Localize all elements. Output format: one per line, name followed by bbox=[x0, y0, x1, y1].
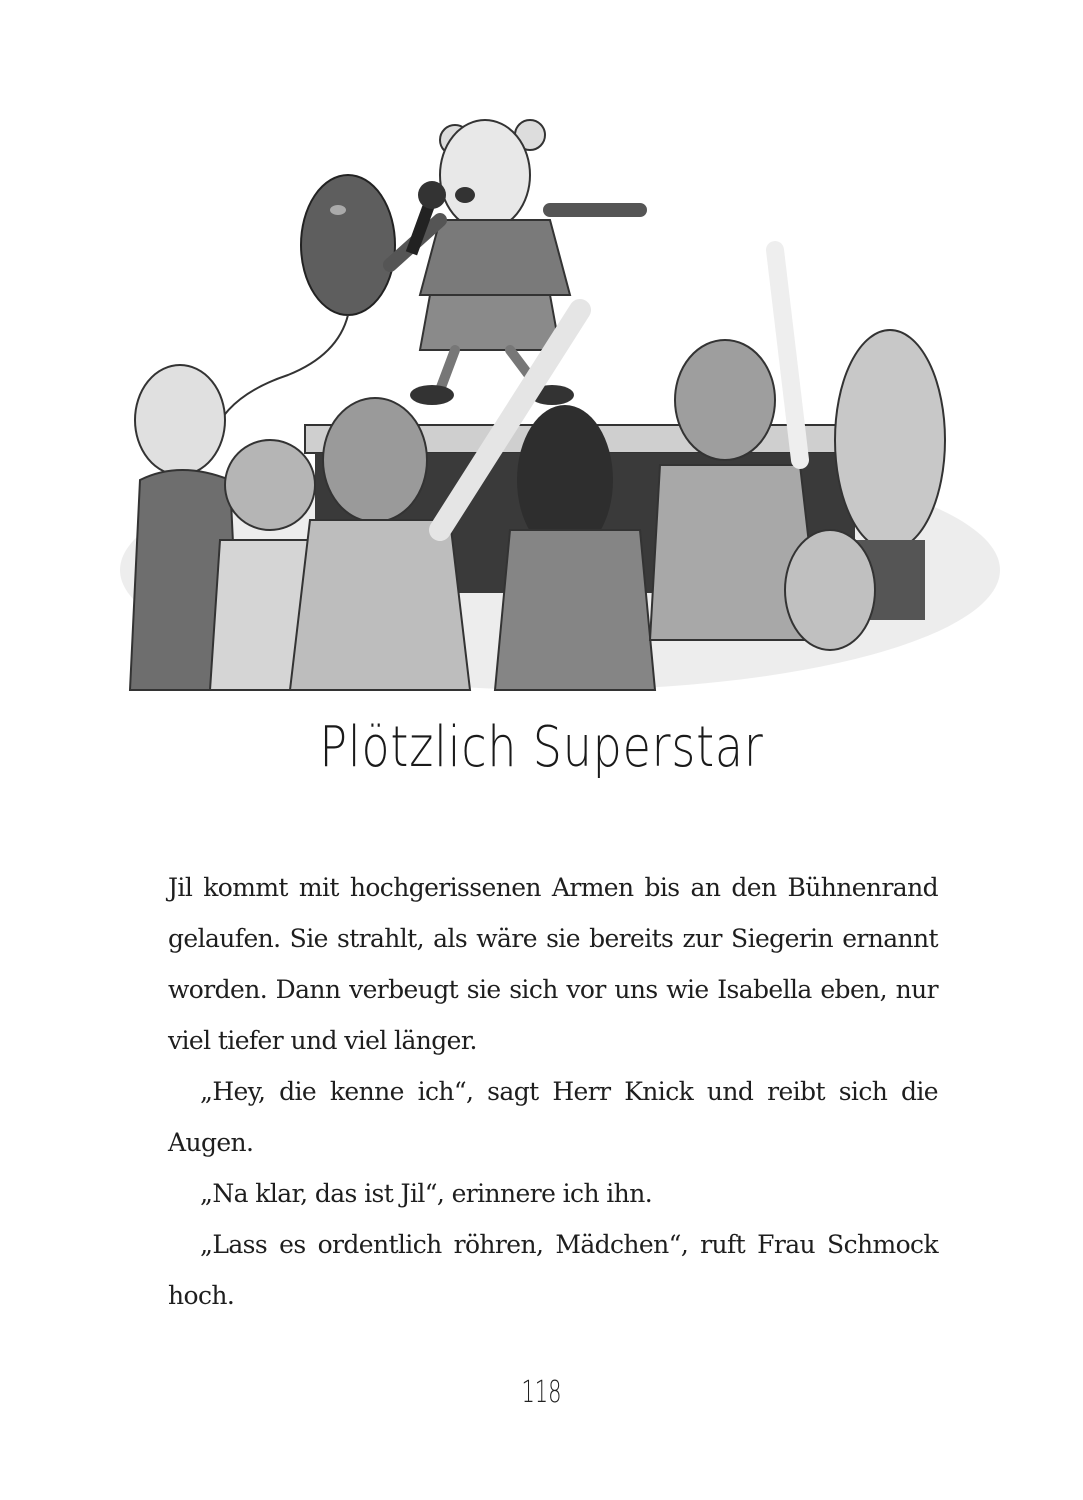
paragraph: „Hey, die kenne ich“, sagt Herr Knick und reibt sich die Augen. bbox=[168, 1077, 938, 1157]
paragraph: „Lass es ordentlich röhren, Mädchen“, ruft Frau Schmock hoch. bbox=[168, 1230, 938, 1310]
balloon-icon bbox=[213, 175, 395, 435]
paragraph: „Na klar, das ist Jil“, erinnere ich ihn. bbox=[200, 1179, 653, 1208]
page-number: 118 bbox=[521, 1375, 562, 1410]
chapter-title: Plötzlich Superstar bbox=[319, 715, 764, 780]
chapter-body bbox=[168, 862, 938, 1321]
paragraph: Jil kommt mit hochgerissenen Armen bis an den Bühnenrand gelaufen. Sie strahlt, als wäre sie bereits zur Siegerin ernannt worden. Dann verbeugt sie sich vor uns wie Isabella eben, nur viel tiefer und viel länger. bbox=[168, 873, 938, 1055]
chapter-illustration bbox=[110, 100, 1010, 700]
singer-figure bbox=[390, 120, 640, 405]
